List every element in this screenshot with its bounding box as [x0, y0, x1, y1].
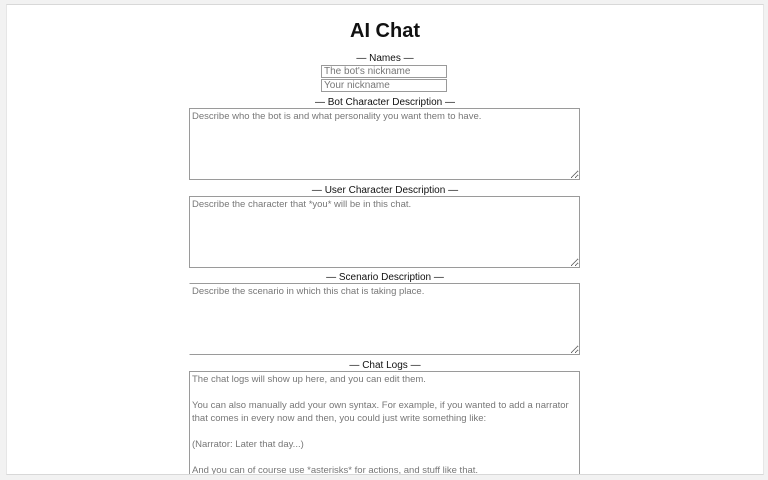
- names-label: — Names —: [356, 53, 414, 64]
- scenario-description-label: — Scenario Description —: [326, 272, 444, 283]
- bot-description-textarea[interactable]: [189, 108, 580, 180]
- chat-logs-label: — Chat Logs —: [349, 360, 421, 371]
- user-nickname-input[interactable]: [321, 79, 447, 92]
- page-panel: [6, 4, 764, 475]
- bot-description-label: — Bot Character Description —: [314, 97, 456, 108]
- scenario-description-textarea[interactable]: [189, 283, 580, 355]
- bot-nickname-input[interactable]: [321, 65, 447, 78]
- page-title: AI Chat: [350, 20, 420, 42]
- user-description-label: — User Character Description —: [311, 185, 459, 196]
- chat-logs-textarea[interactable]: [189, 371, 580, 475]
- user-description-textarea[interactable]: [189, 196, 580, 268]
